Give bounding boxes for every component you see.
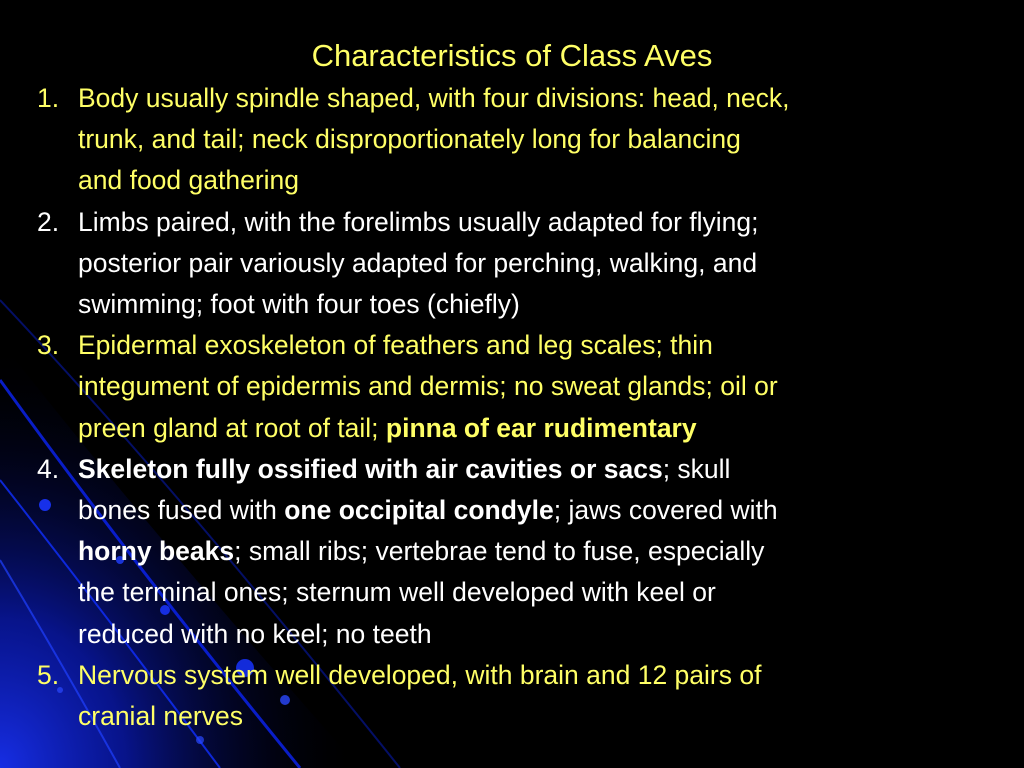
item-text-line (78, 160, 1012, 201)
text-segment: preen gland at root of tail; (78, 412, 386, 443)
characteristic-item (37, 78, 1012, 202)
text-segment: ; jaws covered with (553, 495, 778, 526)
text-segment: Limbs paired, with the forelimbs usually adapted for flying; (78, 206, 759, 237)
text-segment: and food gathering (78, 165, 300, 196)
item-number: 3 . (37, 325, 59, 366)
text-segment: ; skull (662, 453, 731, 484)
characteristic-item (37, 325, 1012, 449)
item-number: 2 . (37, 202, 59, 243)
bold-text: Skeleton fully ossified with air cavities or sacs (78, 453, 663, 484)
item-text-line (78, 696, 1012, 737)
text-segment: cranial nerves (78, 701, 243, 732)
item-text-line (78, 325, 1012, 366)
item-number: 4 . (37, 449, 59, 490)
item-text-line (78, 284, 1012, 325)
item-text-line (78, 202, 1012, 243)
bold-text: pinna of ear rudimentary (385, 412, 697, 443)
item-text-line (78, 655, 1012, 696)
item-text-line (78, 243, 1012, 284)
characteristic-item (37, 449, 1012, 655)
text-segment: integument of epidermis and dermis; no sweat glands; oil or (78, 371, 778, 402)
text-segment: posterior pair variously adapted for perching, walking, and (78, 247, 758, 278)
text-segment: Body usually spindle shaped, with four divisions: head, neck, (78, 83, 790, 113)
text-segment: ; small ribs; vertebrae tend to fuse, especially (234, 536, 765, 567)
item-text-line (78, 366, 1012, 407)
item-text-line (78, 531, 1012, 572)
text-segment: swimming; foot with four toes (chiefly) (78, 289, 520, 320)
item-text-line (78, 449, 1012, 490)
text-segment: bones fused with (78, 495, 285, 526)
item-text-line (78, 490, 1012, 531)
item-text-line (78, 119, 1012, 160)
item-number: 5 . (37, 655, 59, 696)
text-segment: Epidermal exoskeleton of feathers and leg scales; thin (78, 330, 713, 361)
text-segment: Nervous system well developed, with brain and 12 pairs of (78, 659, 762, 690)
text-segment: the terminal ones; sternum well developed with keel or (78, 577, 716, 608)
characteristic-item (37, 202, 1012, 326)
bold-text: one occipital condyle (284, 495, 554, 526)
slide-title: Characteristics of Class Aves (311, 38, 713, 73)
item-text-line (78, 408, 1012, 449)
characteristics-list (37, 78, 1012, 737)
item-number: 1 . (37, 78, 59, 119)
text-segment: reduced with no keel; no teeth (78, 618, 432, 649)
characteristic-item (37, 655, 1012, 737)
item-text-line (78, 78, 1012, 119)
text-segment: trunk, and tail; neck disproportionately long for balancing (78, 124, 741, 155)
item-text-line (78, 614, 1012, 655)
item-text-line (78, 572, 1012, 613)
bold-text: horny beaks (78, 536, 235, 567)
